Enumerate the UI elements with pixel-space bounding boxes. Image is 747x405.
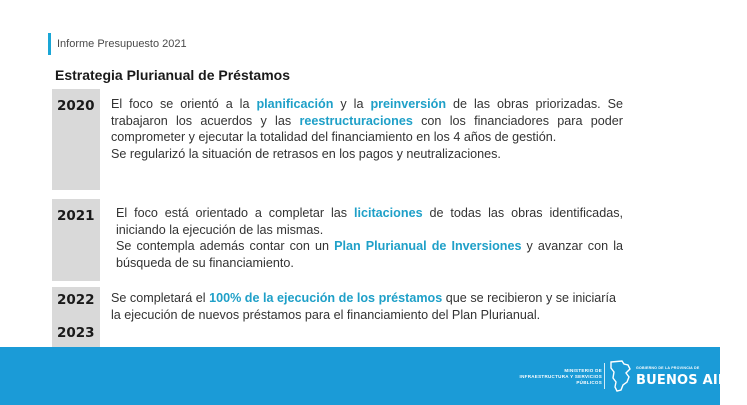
year-2023: 2023 bbox=[57, 325, 95, 341]
year-2021: 2021 bbox=[57, 208, 95, 224]
ministry-line-2: INFRAESTRUCTURA Y SERVICIOS PÚBLICOS bbox=[519, 374, 602, 385]
text-segment: Se completará el bbox=[111, 291, 210, 305]
highlighted-term: preinversión bbox=[370, 97, 447, 111]
header-accent-bar bbox=[48, 33, 51, 55]
year-2022: 2022 bbox=[57, 292, 95, 308]
government-line: GOBIERNO DE LA PROVINCIA DE bbox=[636, 366, 700, 370]
text-segment: con los financiadores para poder comprometer y ejecutar la totalidad del financiamiento en los 4 años de gestión. bbox=[111, 113, 623, 144]
government-name: BUENOS AIRES bbox=[636, 373, 747, 388]
text-segment: que se recibieron y se iniciaría la ejecución de nuevos préstamos para el financiamiento del Plan Plurianual. bbox=[111, 291, 616, 322]
province-map-icon bbox=[608, 360, 632, 392]
text-segment: Se contempla además contar con un bbox=[116, 239, 335, 253]
ministry-line-1: MINISTERIO DE bbox=[564, 368, 602, 373]
highlighted-term: Plan Plurianual de Inversiones bbox=[334, 239, 522, 253]
paragraph-2022 bbox=[111, 290, 616, 323]
text-segment: El foco está orientado a completar las bbox=[116, 206, 354, 220]
text-segment: y la bbox=[333, 97, 371, 111]
text-segment: Se regularizó la situación de retrasos en los pagos y neutralizaciones. bbox=[111, 146, 501, 161]
year-2020: 2020 bbox=[57, 98, 95, 114]
ministry-logo bbox=[498, 368, 602, 386]
page-title: Estrategia Plurianual de Préstamos bbox=[55, 67, 290, 83]
highlighted-term: 100% de la ejecución de los préstamos bbox=[209, 291, 443, 305]
report-label: Informe Presupuesto 2021 bbox=[57, 38, 187, 50]
highlighted-term: licitaciones bbox=[353, 206, 423, 220]
text-segment: de todas las obras identificadas, iniciando la ejecución de las mismas. bbox=[116, 206, 623, 237]
highlighted-term: reestructuraciones bbox=[299, 113, 413, 128]
text-segment: y avanzar con la búsqueda de su financiamiento. bbox=[116, 239, 623, 270]
footer-separator bbox=[604, 363, 605, 389]
highlighted-term: planificación bbox=[256, 97, 334, 111]
paragraph-2021 bbox=[116, 205, 623, 271]
paragraph-2020 bbox=[111, 96, 623, 162]
text-segment: El foco se orientó a la bbox=[111, 97, 257, 111]
text-segment: de las obras priorizadas. Se trabajaron los acuerdos y las bbox=[111, 97, 623, 128]
